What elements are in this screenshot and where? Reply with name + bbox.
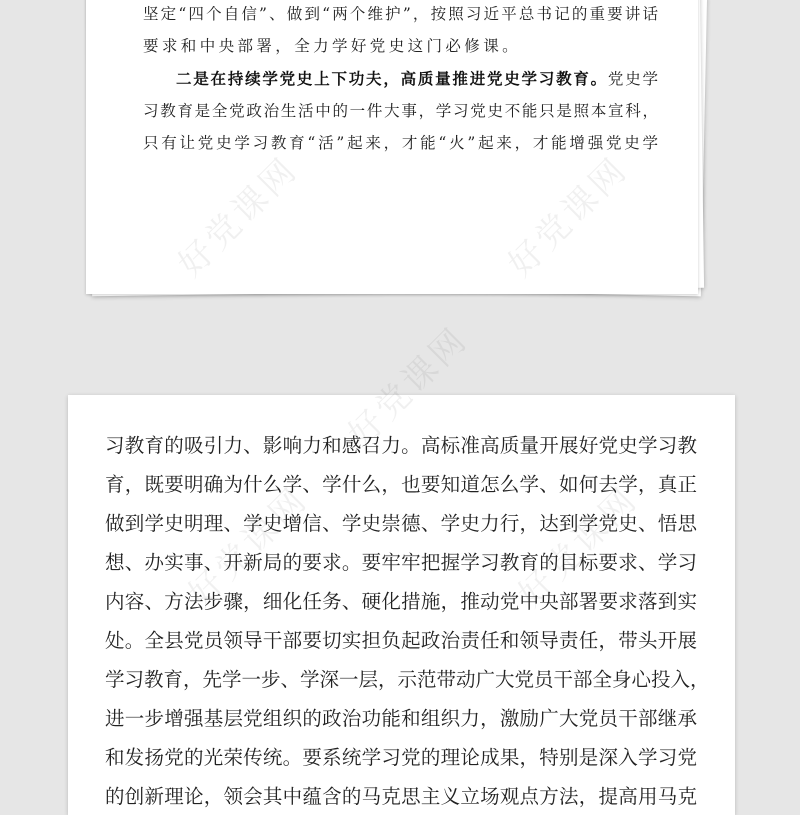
text-line: 要求和中央部署，全力学好党史这门必修课。 xyxy=(143,37,522,55)
text-line: 内容、方法步骤，细化任务、硬化措施，推动党中央部署要求落到实 xyxy=(105,590,697,613)
text-line: 的创新理论，领会其中蕴含的马克思主义立场观点方法，提高用马克 xyxy=(105,785,697,808)
text-line: 和发扬党的光荣传统。要系统学习党的理论成果，特别是深入学习党 xyxy=(105,746,697,769)
document-page-1 xyxy=(86,0,698,294)
text-line: 处。全县党员领导干部要切实担负起政治责任和领导责任，带头开展 xyxy=(105,629,697,652)
text-line: 只有让党史学习教育“活”起来，才能“火”起来，才能增强党史学 xyxy=(143,134,658,152)
text-line: 育，既要明确为什么学、学什么，也要知道怎么学、如何去学，真正 xyxy=(105,473,697,496)
bold-heading: 二是在持续学党史上下功夫，高质量推进党史学习教育。 xyxy=(176,69,608,88)
text-line: 习教育的吸引力、影响力和感召力。高标准高质量开展好党史学习教 xyxy=(105,434,697,457)
watermark: 好党课网 xyxy=(340,319,477,455)
text-line: 学习教育，先学一步、学深一层，示范带动广大党员干部全身心投入， xyxy=(105,668,710,691)
text-line: 想、办实事、开新局的要求。要牢牢把握学习教育的目标要求、学习 xyxy=(105,551,697,574)
text-line: 做到学史明理、学史增信、学史崇德、学史力行，达到学党史、悟思 xyxy=(105,512,697,535)
text-line: 进一步增强基层党组织的政治功能和组织力，激励广大党员干部继承 xyxy=(105,707,697,730)
text-line: 坚定“四个自信”、做到“两个维护”，按照习近平总书记的重要讲话 xyxy=(143,5,658,23)
text-span: 党史学 xyxy=(607,70,658,88)
document-page-2 xyxy=(68,395,735,815)
text-line: 习教育是全党政治生活中的一件大事，学习党史不能只是照本宣科， xyxy=(143,102,658,120)
text-line xyxy=(143,67,658,89)
